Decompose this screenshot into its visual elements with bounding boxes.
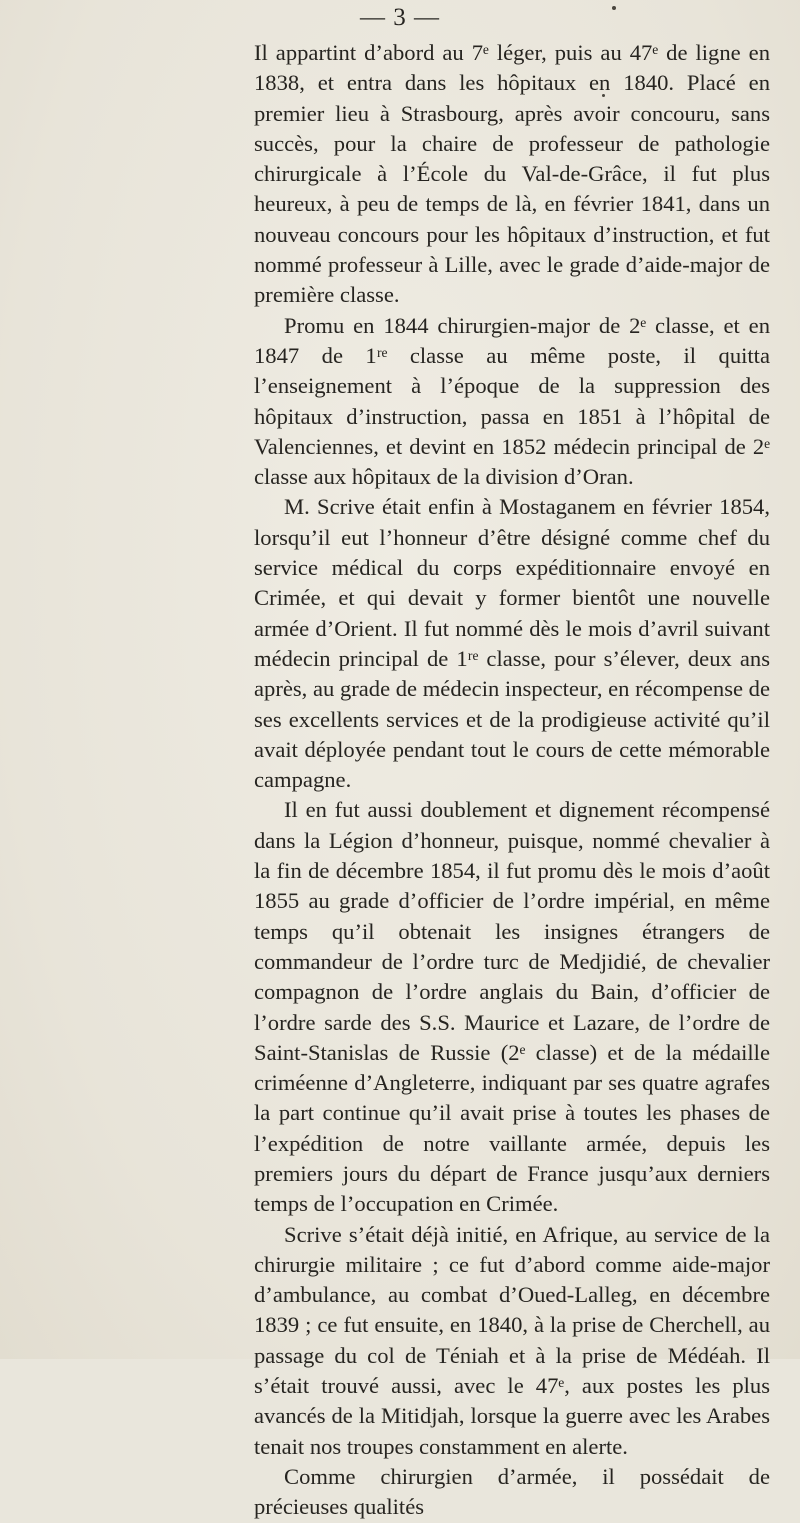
paragraph: M. Scrive était enfin à Mostaganem en février 1854, lorsqu’il eut l’honneur d’être désigné comme chef du service médical du corps expéditionnaire envoyé en Crimée, et qui devait y former bientôt une nouvelle armée d’Orient. Il fut nommé dès le mois d’avril suivant médecin principal de 1ʳᵉ classe, pour s’élever, deux ans après, au grade de médecin inspecteur, en récompense de ses excellents services et de la prodigieuse activité qu’il avait déployée pendant tout le cours de cette mémorable campagne.	[254, 494, 770, 793]
paragraph: Il en fut aussi doublement et dignement récompensé dans la Légion d’honneur, puisque, nommé chevalier à la fin de décembre 1854, il fut promu dès le mois d’août 1855 au grade d’officier de l’ordre impérial, en même temps qu’il obtenait les insignes étrangers de commandeur de l’ordre turc de Medjidié, de chevalier compagnon de l’ordre anglais du Bain, d’officier de l’ordre sarde des S.S. Maurice et Lazare, de l’ordre de Saint-Stanislas de Russie (2ᵉ classe) et de la médaille criméenne d’Angleterre, indiquant par ses quatre agrafes la part continue qu’il avait prise à toutes les phases de l’expédition de notre vaillante armée, depuis les premiers jours du départ de France jusqu’aux derniers temps de l’occupation en Crimée.	[254, 797, 770, 1217]
body-text	[254, 38, 770, 1523]
paragraph: Il appartint d’abord au 7ᵉ léger, puis au 47ᵉ de ligne en 1838, et entra dans les hôpitaux en 1840. Placé en premier lieu à Strasbourg, après avoir concouru, sans succès, pour la chaire de professeur de pathologie chirurgicale à l’École du Val-de-Grâce, il fut plus heureux, à peu de temps de là, en février 1841, dans un nouveau concours pour les hôpitaux d’instruction, et fut nommé professeur à Lille, avec le grade d’aide-major de première classe.	[254, 40, 770, 308]
page-number: — 3 —	[360, 4, 440, 31]
paragraph: Scrive s’était déjà initié, en Afrique, au service de la chirurgie militaire ; ce fut d’abord comme aide-major d’ambulance, au combat d’Oued-Lalleg, en décembre 1839 ; ce fut ensuite, en 1840, à la prise de Cherchell, au passage du col de Téniah et à la prise de Médéah. Il s’était trouvé aussi, avec le 47ᵉ, aux postes les plus avancés de la Mitidjah, lorsque la guerre avec les Arabes tenait nos troupes constamment en alerte.	[254, 1221, 770, 1459]
ink-speck	[612, 6, 616, 10]
paragraph: Comme chirurgien d’armée, il possédait de précieuses qualités	[254, 1463, 770, 1520]
paragraph: Promu en 1844 chirurgien-major de 2ᵉ classe, et en 1847 de 1ʳᵉ classe au même poste, il quitta l’enseignement à l’époque de la suppression des hôpitaux d’instruction, passa en 1851 à l’hôpital de Valenciennes, et devint en 1852 médecin principal de 2ᵉ classe aux hôpitaux de la division d’Oran.	[254, 312, 770, 490]
